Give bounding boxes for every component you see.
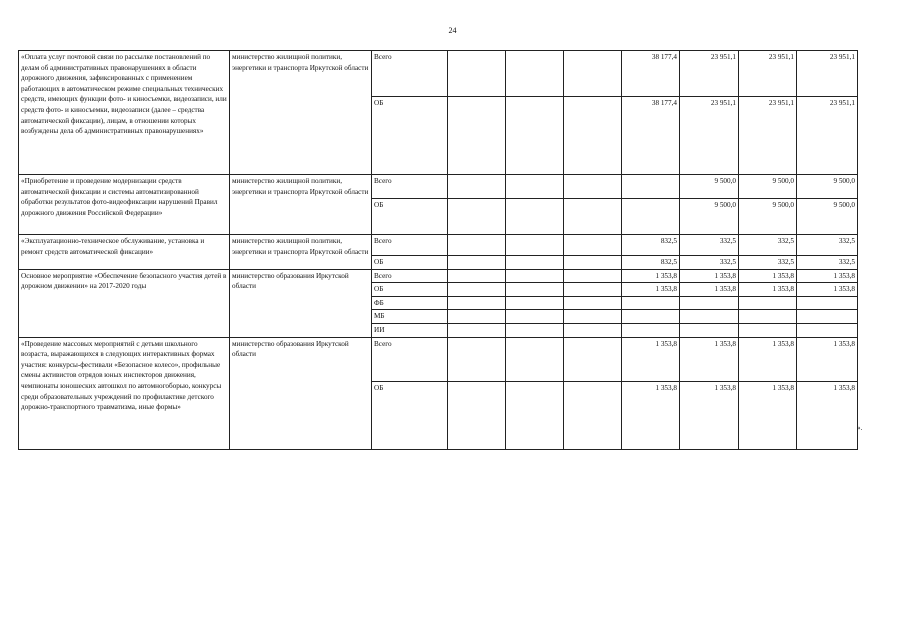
year-amount: 1 353,8 xyxy=(739,269,797,283)
funding-source: ОБ xyxy=(372,199,448,235)
year-amount: 332,5 xyxy=(680,235,739,256)
total-amount: 832,5 xyxy=(622,235,680,256)
executor: министерство жилищной политики, энергетики и транспорта Иркутской области xyxy=(230,235,372,270)
funding-source: Всего xyxy=(372,337,448,381)
total-amount: 1 353,8 xyxy=(622,283,680,297)
funding-source: ИИ xyxy=(372,323,448,337)
year-amount: 9 500,0 xyxy=(797,199,858,235)
total-amount xyxy=(622,199,680,235)
year-amount: 1 353,8 xyxy=(797,283,858,297)
year-amount: 1 353,8 xyxy=(680,337,739,381)
executor: министерство образования Иркутской области xyxy=(230,337,372,449)
activity-name: «Оплата услуг почтовой связи по рассылке постановлений по делам об административных правонарушениях в области дорожного движения, зафиксированных с применением работающих в автоматическом режиме специальных технических средств, имеющих функции фото- и киносъемки, видеозаписи, или средств фото- и киносъемки, видеозаписи (далее – средства автоматической фиксации), лицам, в отношении которых возбуждены дела об административных правонарушениях» xyxy=(19,51,230,175)
total-amount xyxy=(622,175,680,199)
total-amount: 1 353,8 xyxy=(622,337,680,381)
year-amount: 1 353,8 xyxy=(680,269,739,283)
program-table xyxy=(18,50,858,450)
year-amount: 9 500,0 xyxy=(739,175,797,199)
total-amount: 38 177,4 xyxy=(622,51,680,97)
total-amount: 1 353,8 xyxy=(622,269,680,283)
year-amount: 1 353,8 xyxy=(739,283,797,297)
year-amount: 1 353,8 xyxy=(680,283,739,297)
year-amount: 1 353,8 xyxy=(797,337,858,381)
year-amount: 332,5 xyxy=(739,256,797,270)
year-amount: 9 500,0 xyxy=(680,175,739,199)
year-amount: 23 951,1 xyxy=(680,51,739,97)
year-amount: 9 500,0 xyxy=(797,175,858,199)
year-amount: 332,5 xyxy=(797,235,858,256)
year-amount: 9 500,0 xyxy=(739,199,797,235)
activity-name: «Приобретение и проведение модернизации средств автоматической фиксации и системы автоматизированной обработки результатов фото-видеофиксации нарушений Правил дорожного движения Российской Федерации» xyxy=(19,175,230,235)
total-amount: 832,5 xyxy=(622,256,680,270)
executor: министерство образования Иркутской области xyxy=(230,269,372,337)
year-amount: 23 951,1 xyxy=(797,97,858,175)
table-row xyxy=(19,175,858,199)
year-amount: 23 951,1 xyxy=(797,51,858,97)
funding-source: ОБ xyxy=(372,381,448,449)
funding-source: ОБ xyxy=(372,97,448,175)
funding-source: Всего xyxy=(372,269,448,283)
year-amount: 1 353,8 xyxy=(680,381,739,449)
year-amount: 1 353,8 xyxy=(739,381,797,449)
activity-name: «Эксплуатационно-техническое обслуживание, установка и ремонт средств автоматической фиксации» xyxy=(19,235,230,270)
closing-quote-mark: ». xyxy=(857,424,863,432)
year-amount: 332,5 xyxy=(739,235,797,256)
year-amount: 1 353,8 xyxy=(797,269,858,283)
table-row xyxy=(19,337,858,381)
executor: министерство жилищной политики, энергетики и транспорта Иркутской области xyxy=(230,175,372,235)
activity-name: Основное мероприятие «Обеспечение безопасного участия детей в дорожном движении» на 2017-2020 годы xyxy=(19,269,230,337)
funding-source: МБ xyxy=(372,310,448,324)
funding-source: Всего xyxy=(372,51,448,97)
table-row xyxy=(19,269,858,283)
year-amount: 332,5 xyxy=(680,256,739,270)
year-amount: 23 951,1 xyxy=(739,97,797,175)
funding-source: ОБ xyxy=(372,283,448,297)
table-row xyxy=(19,51,858,97)
year-amount: 23 951,1 xyxy=(739,51,797,97)
funding-source: ФБ xyxy=(372,296,448,310)
year-amount: 1 353,8 xyxy=(797,381,858,449)
activity-name: «Проведение массовых мероприятий с детьми школьного возраста, выражающихся в следующих интерактивных формах участия: конкурсы-фестивали «Безопасное колесо», профильные смены активистов отрядов юных инспекторов движения, чемпионаты юношеских автошкол по автомногоборью, конкурсы среди образовательных учреждений по профилактике детского дорожно-транспортного травматизма, иные формы» xyxy=(19,337,230,449)
funding-source: ОБ xyxy=(372,256,448,270)
year-amount: 332,5 xyxy=(797,256,858,270)
total-amount: 1 353,8 xyxy=(622,381,680,449)
page-number: 24 xyxy=(448,26,457,35)
year-amount: 9 500,0 xyxy=(680,199,739,235)
table-row xyxy=(19,235,858,256)
year-amount: 1 353,8 xyxy=(739,337,797,381)
total-amount: 38 177,4 xyxy=(622,97,680,175)
funding-source: Всего xyxy=(372,175,448,199)
funding-source: Всего xyxy=(372,235,448,256)
executor: министерство жилищной политики, энергетики и транспорта Иркутской области xyxy=(230,51,372,175)
year-amount: 23 951,1 xyxy=(680,97,739,175)
